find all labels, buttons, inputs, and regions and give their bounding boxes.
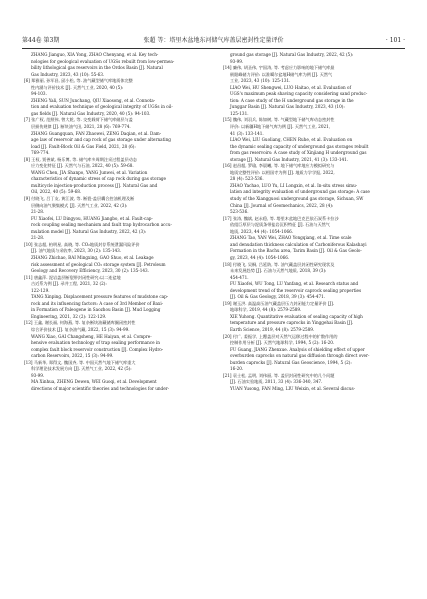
reference-line: risk assessment of geological CO₂ storage system [J]. Petroleum xyxy=(31,261,166,267)
reference-line: 地质, 2023, 44 (4): 1054-1066. xyxy=(230,228,294,234)
reference-line: carbon Reservoirs, 2022, 15 (3): 94-99. xyxy=(31,353,114,359)
reference-line: ZHANG Zhichao, BAI Mingxing, GAO Shuo, et al. Leakage xyxy=(31,254,154,260)
reference-line: nologies for geological evaluation of UGSs rebuilt from low-permea- xyxy=(31,58,175,64)
reference-line: multicycle injection-production process [J]. Natural Gas and xyxy=(31,182,158,188)
reference-line: hensive evaluation technology of trap sealing performance in xyxy=(31,340,160,346)
running-title: 张超 等：塔里木盆地东河储气库盖层密封性定量评价 xyxy=(143,37,284,44)
reference-line: Engineering, 2021, 32 (2): 122-129. xyxy=(31,313,107,319)
reference-line: ZHENG Yali, SUN Junchang, QIU Xiaosong, et al. Connota- xyxy=(31,97,156,103)
reference-line: [14] 廉伟, 胡圣伟, 宇国涛, 等. 考虑应力影响的地下储气库最 xyxy=(223,65,335,71)
reference-line: [10] 张志超, 柏明星, 高晓, 等. CO₂地质封存系统泄漏风险评价 xyxy=(24,241,140,247)
reference-line: mulation model [J]. Natural Gas Industry, 2022, 42 (3): xyxy=(31,228,147,234)
reference-line: 28 (4): 523-536. xyxy=(230,176,264,182)
reference-line: 454-471. xyxy=(230,274,249,280)
volume-issue: 第44卷 第3期 xyxy=(22,37,60,44)
reference-line: 125-131. xyxy=(230,110,249,116)
reference-line: ground gas storage [J]. Natural Gas Industry, 2022, 42 (5): xyxy=(230,52,354,57)
reference-line: [7] 张广权, 范照伟, 曾大乾, 等. 交变载荷下储气库储层与盖 xyxy=(24,117,133,123)
reference-line: directions of major scientific theories and technologies for under- xyxy=(31,385,170,391)
reference-line: 16-20. xyxy=(230,366,244,372)
reference-line: XIE Yuhong. Quantitative evaluation of sealing capacity of high xyxy=(230,313,363,319)
reference-line: the dynamic sealing capacity of underground gas storages rebuilt xyxy=(230,143,369,149)
reference-line: [13] 马新华, 郑得文, 魏国齐, 等. 中国天然气地下储气库重大 xyxy=(24,359,136,365)
reference-line: complex fault block reservoir construction [J]. Complex Hydro- xyxy=(31,346,164,352)
reference-line: 性内涵与评价技术 [J]. 天然气工业, 2020, 40 (5): xyxy=(31,84,124,90)
reference-line: YUAN Yusong, FAN Ming, LIU Weixin, et al. Several discus- xyxy=(230,385,356,391)
reference-line: 评价: 以新疆H地下储气库为例 [J]. 天然气工业, 2021, xyxy=(230,124,331,130)
reference-line: rock and its influencing factors: A case of 3rd Member of Baxi- xyxy=(31,300,164,306)
reference-line: ZHANG Jianguo, XIA Yong, ZHAO Chenyang, et al. Key tech- xyxy=(31,52,159,57)
reference-line: [19] 谢玉洪. 高温高压油气藏盖层压力封闭能力定量评价 [J]. xyxy=(223,300,335,306)
references-right-column xyxy=(223,52,409,590)
reference-line: FU Xiaofei, WU Tong, LÜ Yanfang, et al. Research status and xyxy=(230,281,359,287)
reference-line: ZHANG Guangquan, FAN Zhaowei, ZENG Daqian, et al. Dam- xyxy=(31,130,162,136)
reference-line: Earth Science, 2019, 44 (8): 2579-2589. xyxy=(230,326,315,332)
reference-line: lation and integrity evaluation of underground gas storage: A case xyxy=(230,189,370,195)
reference-line: WANG Xiao, GAI Changsheng, HE Haiyan, et al. Compre- xyxy=(31,333,152,339)
references-left-column xyxy=(24,52,210,590)
reference-line: LIAO Wei, LIU Guoliang, CHEN Ruhe, et al. Evaluation on xyxy=(230,137,353,143)
reference-line: in Formation of Paleogene in Saozhou Basin [J]. Mud Logging xyxy=(31,307,161,313)
reference-line: ZHAO Yachao, LUO Yu, LI Longxin, et al. In-situ stress simu- xyxy=(230,182,358,188)
reference-line: age law of reservoir and cap rock of gas storage under alternating xyxy=(31,137,171,143)
reference-line: FU Xiaofei, LÜ Dingyou, HUANG Jiangbo, et al. Fault-cap- xyxy=(31,215,153,221)
reference-line: [9] 付晓飞, 吕丁友, 黄江波, 等. 断裂-盖层耦合控油机理及断 xyxy=(24,196,135,202)
reference-line: 综合评价技术 [J]. 复杂油气藏, 2022, 15 (3): 94-99. xyxy=(31,326,130,332)
reference-line: Geology and Recovery Efficiency, 2023, 30 (2): 135-143. xyxy=(31,268,149,274)
reference-line: [8] 王权, 贾善斌, 杨乐博, 等. 储气库多周期注采过程盖层动态 xyxy=(24,156,137,162)
reference-line: 层侧向油气聚集模式 [J]. 天然气工业, 2022, 42 (3): xyxy=(31,202,128,208)
reference-line: tion and evaluation technique of geological integrity of UGSs in oil- xyxy=(31,104,173,110)
reference-line: load [J]. Fault-Block Oil & Gas Field, 2021, 28 (6): xyxy=(31,143,136,149)
reference-line: UGS's maximum peak shaving capacity considering sand produc- xyxy=(230,91,368,97)
reference-line: 769-774. xyxy=(31,150,50,156)
reference-line: and denudation thickness calculation of Carboniferous Kalashayi xyxy=(230,241,367,247)
reference-line: ZHANG Tao, YAN Wei, ZHAO Yongqiang, et al. Time scale xyxy=(230,235,352,241)
reference-line: gas fields [J]. Natural Gas Industry, 2020, 40 (5): 94-103. xyxy=(31,110,151,116)
reference-line: [J]. 油气地质与采收率, 2023, 30 (2): 135-143. xyxy=(31,248,122,254)
reference-line: [J]. Oil & Gas Geology, 2018, 39 (3): 454-471. xyxy=(230,294,326,300)
reference-line: [12] 王鑫, 谢长福, 何海燕, 等. 复杂断块油藏储库圈闭密封性 xyxy=(24,320,136,326)
reference-line: 层损伤规律 [J]. 断块油气田, 2021, 28 (6): 769-774. xyxy=(31,124,131,130)
reference-line: burden caprocks [J]. Natural Gas Geoscience, 1994, 5 (2): xyxy=(230,359,352,365)
reference-line: Junggar Basin [J]. Natural Gas Industry, 2023, 43 (10): xyxy=(230,104,345,110)
reference-line: from gas reservoirs: A case study of Xinjiang H underground gas xyxy=(230,150,367,156)
reference-line: Oil, 2022, 40 (5): 59-68. xyxy=(31,189,82,195)
reference-line: 应力变化特征 [J]. 天然气与石油, 2022, 40 (5): 59-68. xyxy=(31,163,134,169)
reference-line: 古近系为例 [J]. 录井工程, 2021, 32 (2): xyxy=(31,281,107,287)
reference-line: characteristics of dynamic stress of cap rock during gas storage xyxy=(31,176,167,182)
reference-line: WANG Chen, JIA Shanpo, YANG Junwei, et al. Variation xyxy=(31,169,148,175)
page-header xyxy=(22,36,405,46)
reference-line: [16] 赵昌超, 罗瑜, 李晨曦, 等. 地下储气库地应力模拟研究与 xyxy=(223,163,335,169)
reference-line: [21] 袁士松, 孟明, 刘伟丽, 等. 盖层封闭性研究中的几个问题 xyxy=(223,372,335,378)
reference-line: FU Guang, JIANG Zhenxue. Analysis of shielding effect of upper xyxy=(230,346,365,352)
reference-line: MA Xinhua, ZHENG Dewen, WEI Guoqi, et al. Development xyxy=(31,379,157,385)
reference-line: 科学理论技术发展方向 [J]. 天然气工业, 2022, 42 (5): xyxy=(31,366,132,372)
reference-line: development trend of the reservoir caprock sealing properties xyxy=(230,287,362,293)
reference-line: [11] 唐鑫萍. 泥岩盖层断裂带封闭性研究:以二连盆地 xyxy=(24,274,121,280)
page-number: · 101 · xyxy=(385,37,405,44)
reference-line: Formation in the Bachu area, Tarim Basin [J]. Oil & Gas Geolo- xyxy=(230,248,362,254)
reference-line: [20] 付广, 姜振学, 上覆盖层对天然气运移过程中的扩散作用的 xyxy=(223,333,338,339)
reference-line: 地球科学, 2019, 44 (8): 2579-2589. xyxy=(230,307,302,313)
reference-line: [18] 付晓飞, 吴桐, 吕延防, 等. 油气藏盖层封闭性研究现状及 xyxy=(223,261,335,267)
reference-line: 122-129. xyxy=(31,287,50,293)
reference-line: Gas Industry, 2023, 43 (10): 55-63. xyxy=(31,71,105,77)
reference-line: bility lithological gas reservoirs in the Ordos Basin [J]. Natural xyxy=(31,65,163,71)
reference-line: study of the Xiangguosi underground gas storage, Sichuan, SW xyxy=(230,196,364,202)
reference-line: rock coupling sealing mechanism and fault trap hydrocarbon accu- xyxy=(31,222,172,228)
reference-line: 依组巨厚层与泥质条带盐岩沉积特征 [J]. 石油与天然气 xyxy=(230,222,330,228)
reference-line: 93-99. xyxy=(31,372,45,378)
reference-line: 控制作用分析 [J]. 天然气地球科学, 1994, 5 (2): 16-20. xyxy=(230,340,335,346)
reference-line: [6] 郑雅丽, 孙军昌, 邱小松, 等. 油气藏型储气库地质体完整 xyxy=(24,78,133,84)
reference-line: temperature and pressure caprocks in Yinggehai Basin [J]. xyxy=(230,320,354,326)
reference-line: tion: A case study of the H underground gas storage in the xyxy=(230,97,354,103)
reference-line: 工业, 2023, 43 (10): 125-131. xyxy=(230,78,291,84)
reference-line: 523-536. xyxy=(230,209,249,215)
reference-line: [15] 魏伟, 刘羽兵, 陈如树, 等. 气藏型地下储气库动态密封性 xyxy=(223,117,335,123)
reference-line: 93-99. xyxy=(230,58,244,64)
reference-line: 地质完整性评价: 以相国寺为例 [J]. 地质力学学报, 2022, xyxy=(230,169,335,175)
reference-line: gy, 2023, 44 (4): 1054-1066. xyxy=(230,254,290,260)
header-rule xyxy=(22,48,405,49)
reference-line: China [J]. Journal of Geomechanics, 2022, 28 (4): xyxy=(230,202,334,208)
reference-line: overburden caprocks on natural gas diffusion through direct over- xyxy=(230,353,370,359)
reference-line: 21-28. xyxy=(31,235,45,241)
reference-line: TANG Xinping. Displacement pressure features of mudstone cap- xyxy=(31,294,169,300)
reference-line: 21-28. xyxy=(31,209,45,215)
reference-line: [J]. 石油实验地质, 2011, 33 (4): 336-340, 347. xyxy=(230,379,323,385)
reference-line: 41 (3): 133-141. xyxy=(230,130,264,136)
reference-line: 94-103. xyxy=(31,91,47,97)
reference-line: storage [J]. Natural Gas Industry, 2021, 41 (3): 133-141. xyxy=(230,156,349,162)
reference-line: 极限峰储力评价: 以准噶尔盆地H储气库为例 [J]. 天然气 xyxy=(230,71,333,77)
reference-line: 未来发展趋势 [J]. 石油与天然气地质, 2018, 39 (3): xyxy=(230,268,327,274)
reference-line: [17] 张涛, 魏斌, 赵永稳, 等. 塔里木盆地巴克巴依石炭系卡拉沙 xyxy=(223,215,339,221)
reference-line: LIAO Wei, HU Shengwei, LUO Haitao, et al. Evaluation of xyxy=(230,84,352,90)
